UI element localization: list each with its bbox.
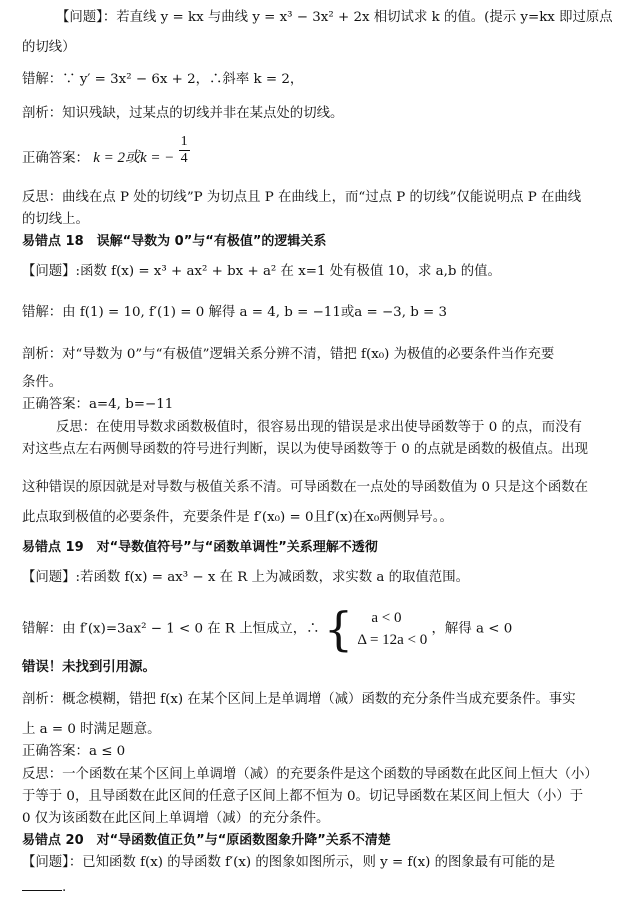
point18-reflection-line2: 对这些点左右两侧导函数的符号进行判断，误以为使导函数等于 0 的点就是函数的极值点。出现	[22, 442, 589, 457]
point20-title: 易错点 20 对“导函数值正负”与“原函数图象升降”关系不清楚	[22, 833, 391, 848]
point19-error-note: 错误！未找到引用源。	[22, 660, 156, 675]
problem1-reflection-line1: 反思：曲线在点 P 处的切线”P 为切点且 P 在曲线上，而“过点 P 的切线”仅能说明点 P 在曲线	[22, 190, 582, 205]
point19-reflection-line3: 0 仅为该函数在此区间上单调增（减）的充分条件。	[22, 811, 330, 826]
point18-reflection-line1: 反思：在使用导数求函数极值时，很容易出现的错误是求出使导函数等于 0 的点，而没有	[56, 420, 582, 435]
problem1-reflection-line2: 的切线上。	[22, 212, 89, 227]
point19-reflection-line1: 反思：一个函数在某个区间上单调增（减）的充要条件是这个函数的导函数在此区间上恒大（小）	[22, 767, 598, 782]
wrong-prefix: 错解：由 f′(x)=3ax² − 1 < 0 在 R 上恒成立，∴	[22, 621, 320, 637]
point19-reflection-line2: 于等于 0，且导函数在此区间的任意子区间上都不恒为 0。切记导函数在某区间上恒大（小）于	[22, 789, 584, 804]
point18-analysis-line1: 剖析：对“导数为 0”与“有极值”逻辑关系分辨不清，错把 f(x₀) 为极值的必要条件当作充要	[22, 347, 555, 362]
point18-reflection-line4: 此点取到极值的必要条件，充要条件是 f′(x₀) = 0且f′(x)在x₀两侧异号。。	[22, 510, 453, 525]
problem1-question-line2: 的切线）	[22, 40, 76, 55]
left-brace: {	[323, 602, 354, 656]
point18-reflection-line3: 这种错误的原因就是对导数与极值关系不清。可导函数在一点处的导函数值为 0 只是这个函数在	[22, 480, 589, 495]
point19-wrong-solution	[22, 602, 626, 656]
point19-question: 【问题】:若函数 f(x) = ax³ − x 在 R 上为减函数，求实数 a 的取值范围。	[22, 570, 469, 585]
wrong-suffix: ，解得 a < 0	[431, 621, 513, 637]
system-line2: Δ = 12a < 0	[357, 632, 428, 648]
point18-answer: 正确答案：a=4, b=−11	[22, 397, 174, 412]
point19-answer: 正确答案：a ≤ 0	[22, 744, 126, 759]
problem1-wrong-solution: 错解：∵ y′ = 3x² − 6x + 2，∴斜率 k = 2，	[22, 72, 304, 87]
point18-title: 易错点 18 误解“导数为 0”与“有极值”的逻辑关系	[22, 234, 327, 249]
point18-analysis-line2: 条件。	[22, 375, 63, 390]
fill-in-blank	[22, 876, 62, 891]
point18-wrong-solution: 错解：由 f(1) = 10, f′(1) = 0 解得 a = 4, b = −11或a = −3, b = 3	[22, 305, 448, 320]
blank-period: .	[62, 880, 67, 895]
fraction-denominator: 4	[180, 151, 188, 166]
point19-analysis-line1: 剖析：概念模糊，错把 f(x) 在某个区间上是单调增（减）函数的充分条件当成充要条件。事实	[22, 692, 576, 707]
answer-math: k = 2或k = −	[93, 150, 175, 166]
problem1-question-line1: 【问题】：若直线 y = kx 与曲线 y = x³ − 3x² + 2x 相切试求 k 的值。(提示 y=kx 即过原点	[56, 10, 613, 25]
fraction-numerator: 1	[180, 134, 188, 149]
point18-question: 【问题】:函数 f(x) = x³ + ax² + bx + a² 在 x=1 处有极值 10，求 a,b 的值。	[22, 264, 501, 279]
problem1-answer	[22, 134, 626, 169]
point20-question: 【问题】：已知函数 f(x) 的导函数 f′(x) 的图象如图所示，则 y = f(x) 的图象最有可能的是	[22, 855, 556, 870]
system-line1: a < 0	[371, 610, 402, 626]
answer-label: 正确答案：	[22, 151, 89, 166]
point19-analysis-line2: 上 a = 0 时满足题意。	[22, 722, 161, 737]
point20-answer-blank	[22, 876, 626, 898]
problem1-analysis: 剖析：知识残缺，过某点的切线并非在某点处的切线。	[22, 106, 344, 121]
inequality-system	[357, 607, 427, 651]
answer-fraction	[179, 134, 190, 167]
point19-title: 易错点 19 对“导数值符号”与“函数单调性”关系理解不透彻	[22, 540, 378, 555]
